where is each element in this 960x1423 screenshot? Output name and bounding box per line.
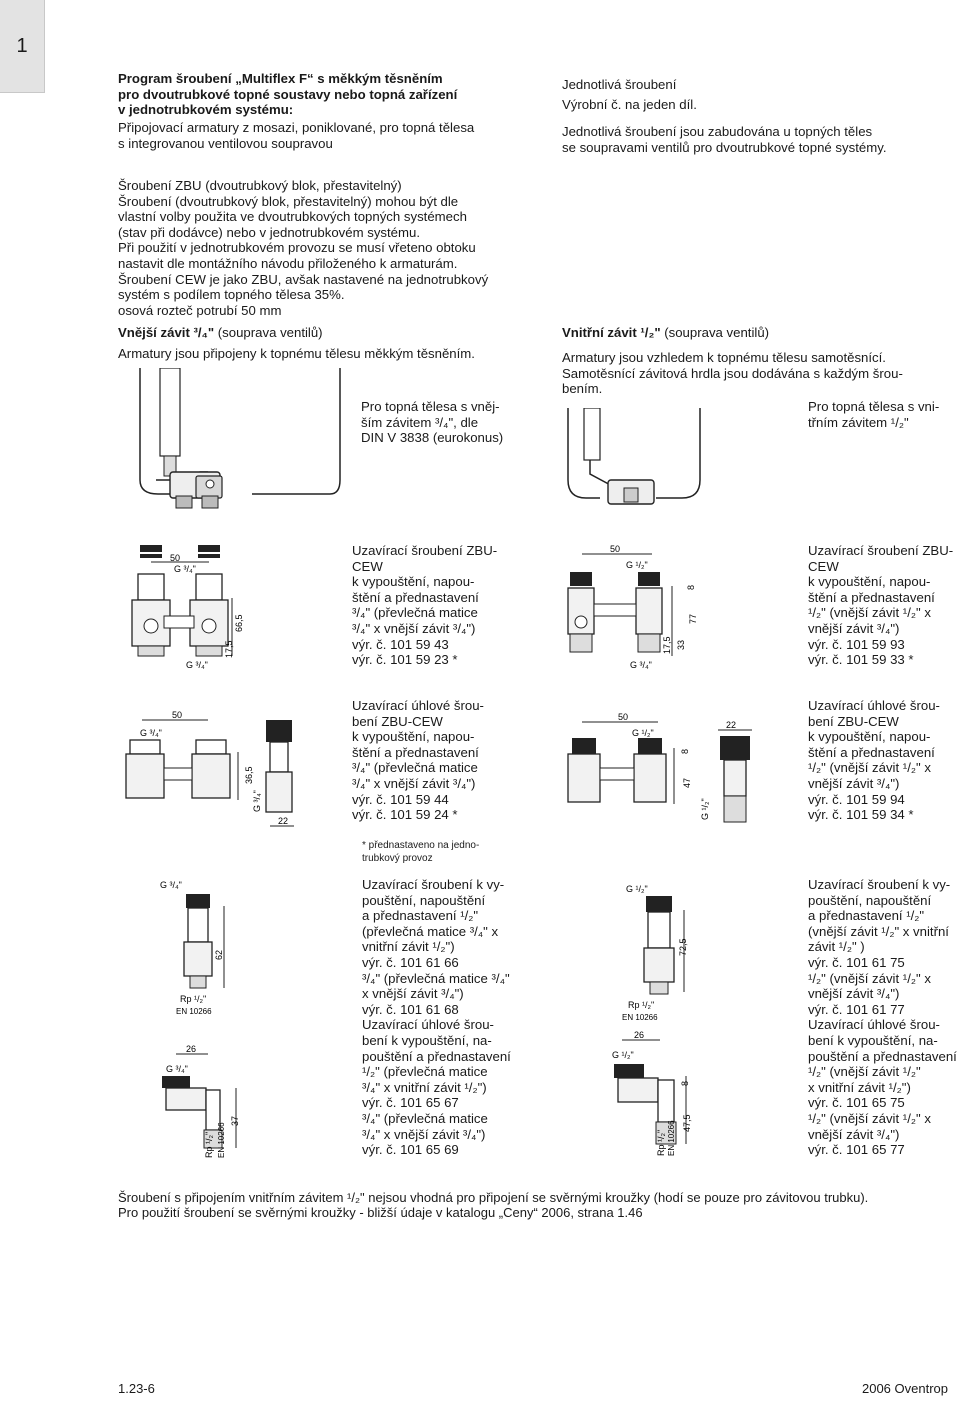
diagram-straight-angle-34 — [148, 876, 268, 1158]
dim-36-5: 36,5 — [244, 766, 254, 784]
rp12-b: Rp ¹/₂" — [656, 1129, 666, 1156]
product-straight-angle-12: Uzavírací šroubení k vy- pouštění, napouštění a přednastavení ¹/₂" (vnější závit ¹/₂" x vnitřní závit ¹/₂" ) výr. č. 101 61 75 ¹/₂" (vnější závit ¹/₂" x vnější závit ³/₄") výr. č. 101 61 77 Uzavírací úhlové šrou- bení k vypouštění, na- pouštění a přednastavení ¹/₂" (vnější závit ¹/₂" x vnitřní závit ¹/₂") výr. č. 101 65 75 ¹/₂" (vnější závit ¹/₂" x vnější závit ³/₄") výr. č. 101 65 77 — [808, 877, 957, 1158]
page-number: 1.23-6 — [118, 1381, 155, 1396]
radiator-external-note: Pro topná tělesa s vněj- ším závitem ³/₄", dle DIN V 3838 (eurokonus) — [361, 399, 504, 446]
external-thread-sub: Armatury jsou připojeny k topnému tělesu měkkým těsněním. — [118, 346, 475, 361]
diagram-angle-zbu-cew-12 — [562, 708, 782, 836]
product-straight-angle-34: Uzavírací šroubení k vy- pouštění, napouštění a přednastavení ¹/₂" (převlečná matice ³/₄" x vnitřní závit ¹/₂") výr. č. 101 61 66 ³/₄" (převlečná matice ³/₄" x vnější závit ³/₄") výr. č. 101 61 68 Uzavírací úhlové šrou- bení k vypouštění, na- pouštění a přednastavení ¹/₂" (převlečná matice ³/₄" x vnitřní závit ¹/₂") výr. č. 101 65 67 ³/₄" (převlečná matice ³/₄" x vnější závit ³/₄") výr. č. 101 65 69 — [362, 877, 511, 1158]
product-angle-zbu-cew-34: Uzavírací úhlové šrou- bení ZBU-CEW k vypouštění, napou- štění a přednastavení ³/₄" (převlečná matice ³/₄" x vnější závit ³/₄") výr. č. 101 59 44 výr. č. 101 59 24 * — [352, 698, 484, 823]
dim-62: 62 — [214, 949, 224, 960]
dim-26: 26 — [634, 1030, 645, 1040]
chapter-tab: 1 — [0, 0, 45, 93]
dim-g34-bottom: G ³/₄" — [630, 660, 652, 670]
dim-g12-top: G ¹/₂" — [632, 728, 654, 738]
diagram-zbu-cew-34 — [118, 540, 263, 680]
dim-g12-side: G ¹/₂" — [700, 798, 710, 820]
dim-50: 50 — [170, 553, 181, 563]
dim-22: 22 — [278, 816, 289, 826]
single-fittings-order: Výrobní č. na jeden díl. — [562, 97, 697, 112]
dim-33: 33 — [676, 639, 686, 650]
dim-g34-top: G ³/₄" — [140, 728, 162, 738]
en10266-b: EN 10266 — [667, 1120, 676, 1156]
dim-66-5: 66,5 — [234, 614, 244, 632]
dim-17-5: 17,5 — [662, 636, 672, 654]
internal-thread-heading: Vnitřní závit ¹/₂" (souprava ventilů) — [562, 325, 770, 340]
product-zbu-cew-34: Uzavírací šroubení ZBU- CEW k vypouštění, napou- štění a přednastavení ³/₄" (převlečná matice ³/₄" x vnější závit ³/₄") výr. č. 101 59 43 výr. č. 101 59 23 * — [352, 543, 498, 668]
rp12-a: Rp ¹/₂" — [180, 994, 207, 1004]
en10266-b: EN 10266 — [217, 1122, 226, 1158]
program-intro: Připojovací armatury z mosazi, poniklované, pro topná tělesa s integrovanou ventilovou soupravou — [118, 120, 475, 151]
diagram-straight-angle-12 — [612, 880, 722, 1160]
dim-g34-b: G ³/₄" — [166, 1064, 188, 1074]
radiator-internal-note: Pro topná tělesa s vni- třním závitem ¹/₂" — [808, 399, 940, 430]
dim-8: 8 — [680, 748, 690, 754]
dim-37: 37 — [230, 1115, 240, 1126]
product-zbu-cew-12: Uzavírací šroubení ZBU- CEW k vypouštění, napou- štění a přednastavení ¹/₂" (vnější závit ¹/₂" x vnější závit ³/₄") výr. č. 101 59 93 výr. č. 101 59 33 * — [808, 543, 954, 668]
dim-8: 8 — [680, 1080, 690, 1086]
dim-g12-b: G ¹/₂" — [612, 1050, 634, 1060]
dim-22: 22 — [726, 720, 737, 730]
preset-footnote: * přednastaveno na jedno- trubkový provoz — [362, 840, 480, 864]
rp12-a: Rp ¹/₂" — [628, 1000, 655, 1010]
dim-50: 50 — [618, 712, 629, 722]
compression-ring-note: Šroubení s připojením vnitřním závitem ¹/₂" nejsou vhodná pro připojení se svěrnými kroužky (hodí se pouze pro závitovou trubku). Pro použití šroubení se svěrnými kroužky - bližší údaje v katalogu „Ceny“ 2006, strana 1.46 — [118, 1190, 869, 1220]
dim-26: 26 — [186, 1044, 197, 1054]
rp12-b: Rp ¹/₂" — [204, 1131, 214, 1158]
dim-g12-a: G ¹/₂" — [626, 884, 648, 894]
dim-17-5: 17,5 — [224, 640, 234, 658]
dim-50: 50 — [172, 710, 183, 720]
zbu-description: Šroubení ZBU (dvoutrubkový blok, přestavitelný) Šroubení (dvoutrubkový blok, přestavitelný) mohou být dle vlastní volby použita ve dvoutrubkových topných systémech (stav při dodávce) nebo v jednotrubkovém systému. Při použití v jednotrubkovém provozu se musí vřeteno obtoku nastavit dle montážního návodu přiloženého k armaturám. Šroubení CEW je jako ZBU, avšak nastavené na jednotrubkový systém s podílem topného tělesa 35%. osová rozteč potrubí 50 mm — [118, 178, 489, 318]
brand-footer: 2006 Oventrop — [861, 1381, 948, 1396]
program-heading: Program šroubení „Multiflex F“ s měkkým těsněním pro dvoutrubkové topné soustavy nebo topná zařízení v jednotrubkovém systému: — [118, 71, 458, 118]
dim-g34-a: G ³/₄" — [160, 880, 182, 890]
dim-77: 77 — [688, 613, 698, 624]
en10266-a: EN 10266 — [622, 1013, 658, 1022]
product-angle-zbu-cew-12: Uzavírací úhlové šrou- bení ZBU-CEW k vypouštění, napou- štění a přednastavení ¹/₂" (vnější závit ¹/₂" x vnější závit ³/₄") výr. č. 101 59 94 výr. č. 101 59 34 * — [808, 698, 940, 823]
internal-thread-sub: Armatury jsou vzhledem k topnému tělesu samotěsnící. Samotěsnící závitová hrdla jsou dodávána s každým šrou- bením. — [562, 350, 903, 397]
dim-g34-top: G ³/₄" — [174, 564, 196, 574]
radiator-internal-illustration — [560, 408, 710, 508]
single-fittings-title: Jednotlivá šroubení — [562, 77, 677, 92]
external-thread-heading: Vnější závit ³/₄" (souprava ventilů) — [118, 325, 323, 340]
diagram-zbu-cew-12 — [562, 540, 722, 680]
diagram-angle-zbu-cew-34 — [118, 702, 318, 832]
dim-8: 8 — [686, 584, 696, 590]
dim-g34-bottom: G ³/₄" — [186, 660, 208, 670]
dim-47-5: 47,5 — [682, 1114, 692, 1132]
single-fittings-desc: Jednotlivá šroubení jsou zabudována u topných těles se soupravami ventilů pro dvoutrubkové topné systémy. — [562, 124, 887, 155]
dim-47: 47 — [682, 777, 692, 788]
en10266-a: EN 10266 — [176, 1007, 212, 1016]
radiator-external-illustration — [130, 368, 350, 510]
dim-50: 50 — [610, 544, 621, 554]
dim-g34-side: G ³/₄" — [252, 790, 262, 812]
dim-72-5: 72,5 — [678, 938, 688, 956]
dim-g12-top: G ¹/₂" — [626, 560, 648, 570]
